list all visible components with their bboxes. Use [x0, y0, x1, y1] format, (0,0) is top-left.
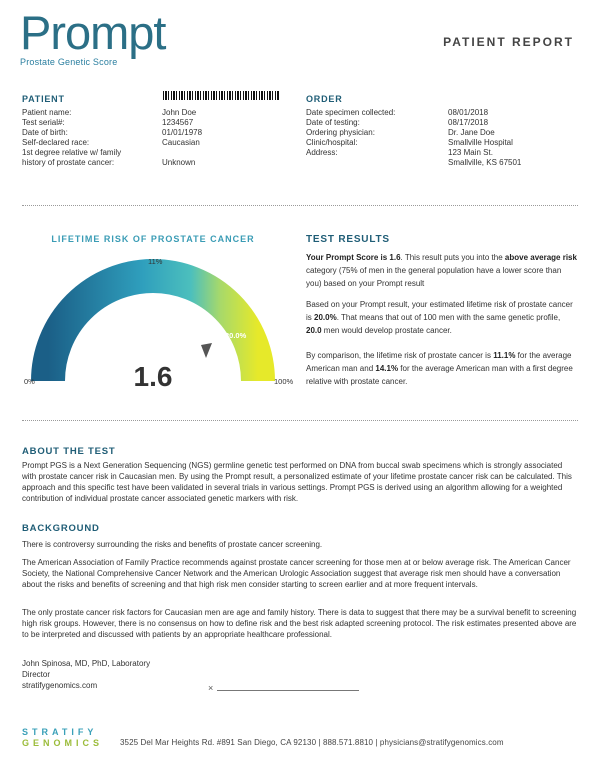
gauge-label-top: 11%	[148, 257, 163, 266]
patient-label: Test serial#:	[22, 118, 65, 127]
section-divider	[22, 205, 578, 206]
stratify-logo	[22, 727, 103, 749]
patient-label: Date of birth:	[22, 128, 68, 137]
patient-value: 01/01/1978	[162, 128, 203, 137]
patient-value: 1234567	[162, 118, 194, 127]
report-title: PATIENT REPORT	[443, 35, 574, 49]
relative-risk: 14.1%	[375, 364, 399, 373]
patient-heading: PATIENT	[22, 94, 65, 104]
gauge-label-min: 0%	[24, 377, 35, 386]
patient-label: 1st degree relative w/ family	[22, 148, 122, 157]
test-results-paragraph	[306, 349, 578, 388]
order-label: Date specimen collected:	[306, 108, 396, 117]
background-paragraph: There is controversy surrounding the risks and benefits of prostate cancer screening.	[22, 540, 323, 549]
gauge-label-segment: 20.0%	[225, 331, 247, 340]
prompt-logo	[20, 6, 166, 68]
order-value: 08/01/2018	[448, 108, 489, 117]
patient-label: Patient name:	[22, 108, 72, 117]
order-label: Clinic/hospital:	[306, 138, 358, 147]
prompt-score-value: 1.6	[133, 361, 173, 392]
order-row	[306, 138, 576, 148]
patient-value: John Doe	[162, 108, 197, 117]
order-row	[306, 108, 576, 118]
test-results-heading: TEST RESULTS	[306, 234, 390, 245]
order-heading: ORDER	[306, 94, 343, 104]
signature-line	[217, 690, 359, 691]
logo-subtitle: Prostate Genetic Score	[20, 57, 118, 67]
signature-mark: ×	[208, 683, 214, 693]
patient-label: Self-declared race:	[22, 138, 90, 147]
order-row	[306, 128, 576, 138]
test-results-paragraph	[306, 251, 578, 290]
patient-label: history of prostate cancer:	[22, 158, 115, 167]
logo-line-1: STRATIFY	[22, 727, 98, 737]
signature-block	[22, 658, 150, 691]
patient-value	[162, 148, 292, 158]
order-value: Smallville, KS 67501	[448, 158, 522, 167]
order-row	[306, 118, 576, 128]
order-row	[306, 158, 576, 168]
text-run: By comparison, the lifetime risk of prostate cancer is	[306, 351, 494, 360]
risk-category: above average risk	[504, 253, 577, 262]
average-risk: 11.1%	[493, 351, 516, 360]
patient-row	[22, 138, 292, 148]
score-statement: Your Prompt Score is 1.6	[306, 253, 401, 262]
order-value: 123 Main St.	[448, 148, 493, 157]
logo-line-2: GENOMICS	[22, 738, 104, 748]
order-label: Ordering physician:	[306, 128, 375, 137]
text-run: category (75% of men in the general population have a lower score than you) based on your Prompt result	[306, 266, 562, 288]
text-run: . This result puts you into the	[400, 253, 505, 262]
patient-value: Caucasian	[162, 138, 200, 147]
gauge-title: LIFETIME RISK OF PROSTATE CANCER	[51, 234, 255, 244]
lifetime-risk: 20.0%	[314, 313, 337, 322]
order-value: Smallville Hospital	[448, 138, 513, 147]
text-run: for the average American man with a first degree relative with prostate cancer.	[306, 364, 573, 386]
order-label: Date of testing:	[306, 118, 360, 127]
barcode	[163, 91, 279, 100]
test-results-paragraph	[306, 298, 578, 337]
order-details	[306, 108, 576, 168]
gauge-needle	[201, 343, 212, 358]
patient-row	[22, 108, 292, 118]
background-heading: BACKGROUND	[22, 523, 100, 534]
text-run: men would develop prostate cancer.	[321, 326, 452, 335]
men-count: 20.0	[306, 326, 322, 335]
background-paragraph: The American Association of Family Practice recommends against prostate cancer screening for those men at or below average risk. The American Cancer Society, the National Comprehensive Cancer Network and the American Urologic Association suggest that average risk men should have a conversation about the risks and benefits of screening and that high risk men consider starting to screen earlier and at more frequent intervals.	[22, 558, 571, 589]
patient-row	[22, 148, 292, 158]
order-label: Address:	[306, 148, 338, 157]
about-heading: ABOUT THE TEST	[22, 446, 116, 457]
text-run: . That means that out of 100 men with the same genetic profile,	[336, 313, 561, 322]
signer-title: Director	[22, 670, 51, 679]
order-label	[306, 158, 448, 168]
patient-row	[22, 118, 292, 128]
text-run: Based on your Prompt result, your estimated lifetime risk of prostate cancer is	[306, 300, 573, 322]
order-row	[306, 148, 576, 158]
about-body: Prompt PGS is a Next Generation Sequencing (NGS) germline genetic test performed on DNA from buccal swab specimens which is strongly associated with prostate cancer risk in Caucasian men. By using the Prompt result, a personalized estimate of your lifetime prostate cancer risk can be calculated. This approach and this specific test have been validated in several trials in various settings. Prompt PGS is derived using an algorithm allowing for a weighted contribution of individual prostate cancer associated genetic markers with risk.	[22, 461, 572, 503]
signer-site: stratifygenomics.com	[22, 681, 98, 690]
order-value: Dr. Jane Doe	[448, 128, 495, 137]
signer-name: John Spinosa, MD, PhD, Laboratory	[22, 659, 151, 668]
patient-row	[22, 128, 292, 138]
logo-wordmark: Prompt	[20, 6, 166, 59]
patient-details	[22, 108, 292, 168]
gauge-label-max: 100%	[274, 377, 294, 386]
background-paragraph: The only prostate cancer risk factors for Caucasian men are age and family history. There is data to suggest that there may be a survival benefit to screening high risk groups. However, there is no consensus on how to define risk and the best risk adapted screening protocol. The risk estimates presented above are to be interpreted and discussed with patients by an appropriate healthcare professional.	[22, 608, 577, 639]
text-run: for the average American man and	[306, 351, 572, 373]
patient-value: Unknown	[162, 158, 196, 167]
order-value: 08/17/2018	[448, 118, 489, 127]
footer-contact: 3525 Del Mar Heights Rd. #891 San Diego, CA 92130 | 888.571.8810 | physicians@stratifygenomics.com	[120, 738, 504, 747]
section-divider	[22, 420, 578, 421]
patient-row	[22, 158, 292, 168]
